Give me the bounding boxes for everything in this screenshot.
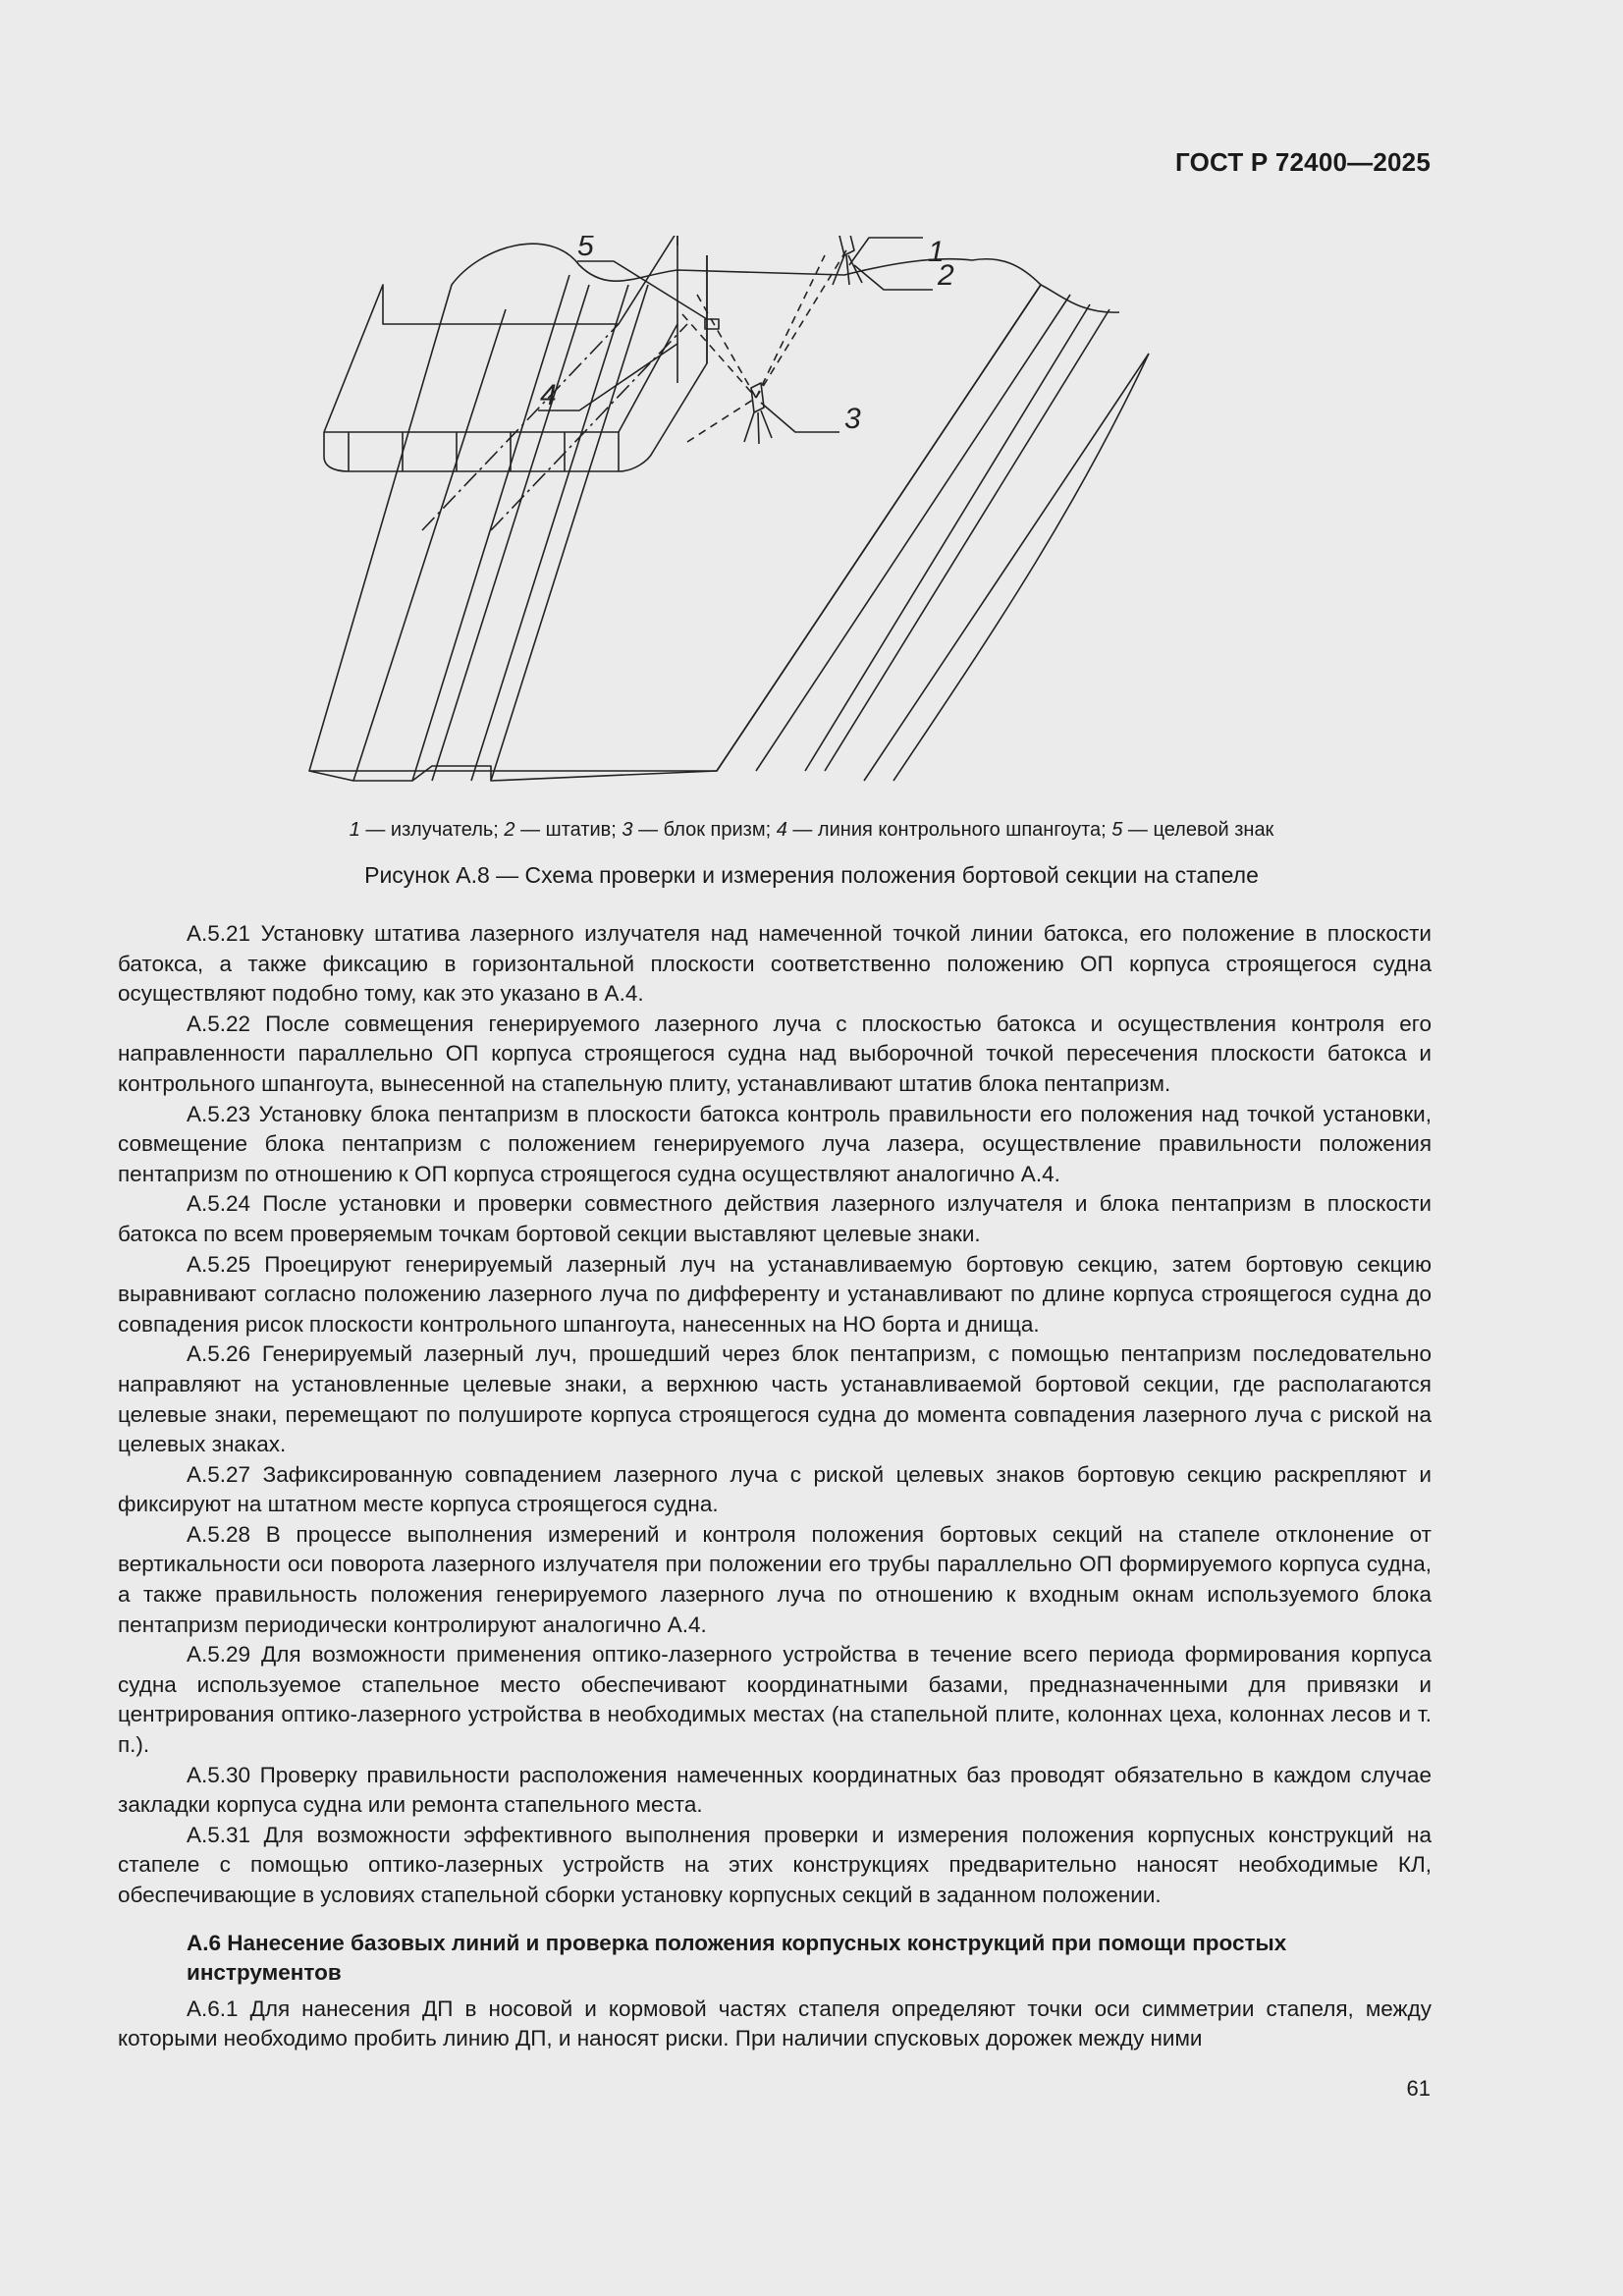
slipway-track-line (353, 309, 506, 781)
paragraph-a-5-22: А.5.22 После совмещения генерируемого лазерного луча с плоскостью батокса и осуществления контроля его направленности параллельно ОП корпуса строящегося судна над выборочной точкой пересечения плоскости батокса и контрольного шпангоута, вынесенной на стапельную плиту, устанавливают штатив блока пентапризм. (118, 1011, 1432, 1096)
emitter-device (839, 236, 854, 255)
section-heading-a-6: А.6 Нанесение базовых линий и проверка положения корпусных конструкций при помощи простых инструментов (187, 1930, 1287, 1986)
paragraph-a-5-26: А.5.26 Генерируемый лазерный луч, прошедший через блок пентапризм, с помощью пентапризм последовательно направляют на установленные целевые знаки, а верхнюю часть устанавливаемой бортовой секции, где располагаются целевые знаки, перемещают по полуширoте корпуса строящегося судна до момента совпадения лазерного луча с риской на целевых знаках. (118, 1341, 1432, 1457)
paragraph-a-5-30: А.5.30 Проверку правильности расположения намеченных координатных баз проводят обязательно в каждом случае закладки корпуса судна или ремонта стапельного места. (118, 1762, 1432, 1818)
tripod (833, 255, 862, 285)
callout-leader-3 (761, 403, 839, 432)
paragraph-a-5-31: А.5.31 Для возможности эффективного выполнения проверки и измерения положения корпусных конструкций на стапеле с помощью оптико-лазерных устройств на этих конструкциях предварительно наносят необходимые КЛ, обеспечивающие в условиях стапельной сборки установку корпусных секций в заданном положении. (118, 1822, 1432, 1907)
side-section-top (324, 236, 677, 432)
prism-tripod (744, 410, 772, 444)
paragraph-a-5-24: А.5.24 После установки и проверки совместного действия лазерного излучателя и блока пентапризм в плоскости батокса по всем проверяемым точкам бортовой секции выставляют целевые знаки. (118, 1191, 1432, 1246)
body-text (118, 919, 1432, 2054)
paragraph-a-5-28: А.5.28 В процессе выполнения измерений и контроля положения бортовых секций на стапеле отклонение от вертикальности оси поворота лазерного излучателя при положении его трубы параллельно ОП формируемого корпуса судна, а также правильность положения генерируемого лазерного луча по отношению к входным окнам используемого блока пентапризм периодически контролируют аналогично А.4. (118, 1521, 1432, 1637)
paragraph-a-5-25: А.5.25 Проецируют генерируемый лазерный луч на устанавливаемую бортовую секцию, затем бортовую секцию выравнивают согласно положению лазерного луча по дифференту и устанавливают по длине корпуса строящегося судна до совпадения рисок плоскости контрольного шпангоута, нанесенных на НО борта и днища. (118, 1251, 1432, 1337)
slipway-track-line (432, 285, 589, 781)
paragraph-a-6-1: А.6.1 Для нанесения ДП в носовой и кормовой частях стапеля определяют точки оси симметрии стапеля, между которыми необходимо пробить линию ДП, и наносят риски. При наличии спусковых дорожек между ними (118, 1995, 1432, 2051)
legend-num-2: 2 (504, 819, 515, 841)
legend-num-4: 4 (776, 819, 787, 841)
slipway-outline (309, 244, 1041, 771)
legend-text-1: — излучатель; (359, 819, 505, 841)
paragraph-a-5-29: А.5.29 Для возможности применения оптико-лазерного устройства в течение всего периода формирования корпуса судна используемое стапельное место обеспечивают координатными базами, предназначенными для привязки и центрирования оптико-лазерного устройства в необходимых местах (на стапельной плите, колоннах цеха, колоннах лесов и т. п.). (118, 1642, 1432, 1758)
slipway-bottom-edge (309, 766, 717, 781)
callout-leader-4 (538, 344, 677, 410)
prism-block (751, 383, 764, 412)
figure-caption: Рисунок А.8 — Схема проверки и измерения положения бортовой секции на стапеле (364, 862, 1259, 888)
slipway-track-line (412, 275, 569, 781)
slipway-track-line (471, 285, 628, 781)
control-frame-line (491, 324, 687, 530)
figure-a8-drawing (295, 236, 1267, 795)
slipway-rail (864, 354, 1149, 781)
legend-text-3: — блок призм; (632, 819, 777, 841)
side-section-deck (324, 324, 677, 432)
slipway-rail (717, 285, 1119, 771)
slipway-rail (756, 295, 1070, 771)
callout-label-4: 4 (540, 379, 557, 411)
callout-label-5: 5 (577, 236, 594, 262)
legend-num-1: 1 (349, 819, 360, 841)
paragraph-a-5-27: А.5.27 Зафиксированную совпадением лазерного луча с риской целевых знаков бортовую секцию раскрепляют и фиксируют на штатном месте корпуса строящегося судна. (118, 1461, 1432, 1517)
legend-text-4: — линия контрольного шпангоута; (786, 819, 1112, 841)
callout-label-2: 2 (938, 259, 954, 292)
legend-num-3: 3 (622, 819, 633, 841)
legend-text-5: — целевой знак (1122, 819, 1274, 841)
laser-beam-line (697, 295, 756, 398)
slipway-rail (825, 309, 1109, 771)
paragraph-a-5-21: А.5.21 Установку штатива лазерного излучателя над намеченной точкой линии батокса, его положение в плоскости батокса, а также фиксацию в горизонтальной плоскости соответственно положению ОП корпуса строящегося судна осуществляют подобно тому, как это указано в А.4. (118, 921, 1432, 1007)
figure-legend (0, 819, 1623, 842)
laser-beam-line (756, 246, 849, 398)
document-id-header: ГОСТ Р 72400—2025 (1175, 147, 1431, 177)
paragraph-a-5-23: А.5.23 Установку блока пентапризм в плоскости батокса контроль правильности его положения над точкой установки, совмещение блока пентапризм с положением генерируемого луча лазера, осуществление правильности положения пентапризм по отношению к ОП корпуса строящегося судна осуществляют аналогично А.4. (118, 1101, 1432, 1186)
page-number: 61 (1406, 2076, 1431, 2101)
callout-label-1: 1 (928, 236, 945, 268)
callout-label-3: 3 (844, 403, 861, 435)
laser-beam-line (756, 255, 825, 398)
legend-text-2: — штатив; (514, 819, 622, 841)
callout-leader-2 (854, 265, 933, 290)
slipway-track-line (491, 285, 648, 781)
legend-num-5: 5 (1111, 819, 1123, 841)
